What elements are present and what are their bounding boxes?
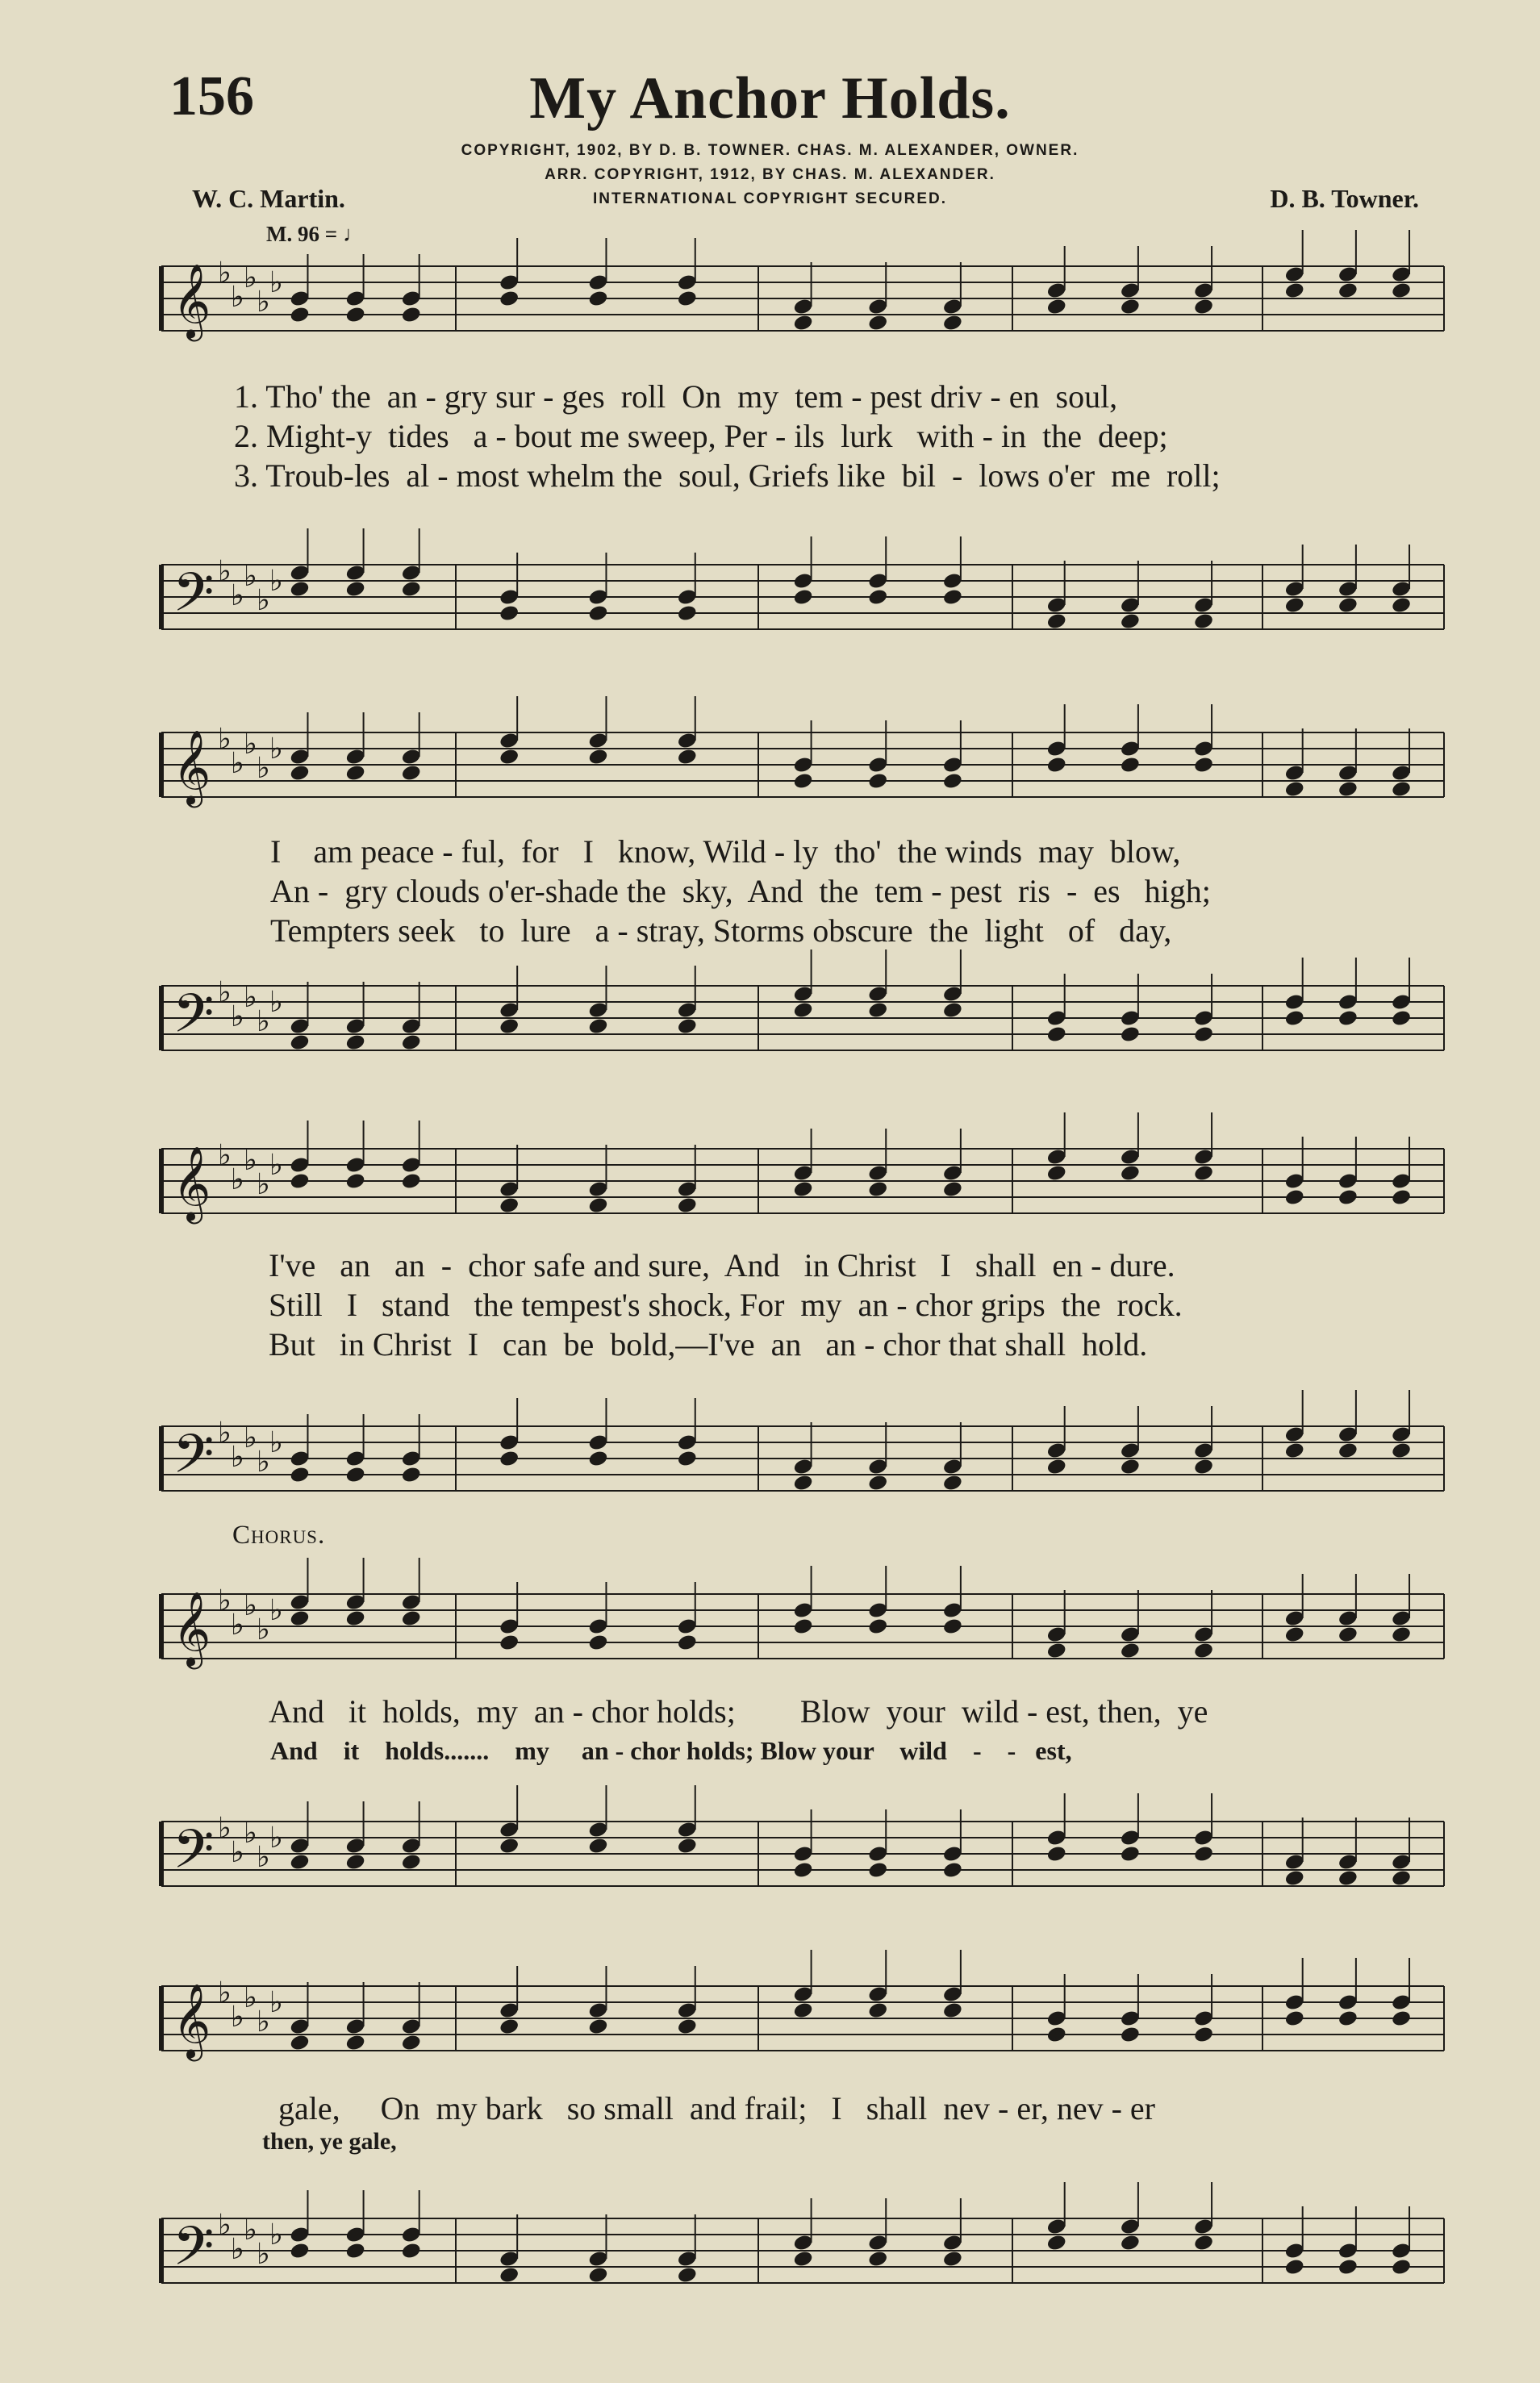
svg-text:𝄞: 𝄞 bbox=[173, 1591, 211, 1666]
verse-line: Still I stand the tempest's shock, For my an - chor grips the rock. bbox=[269, 1287, 1183, 1323]
svg-text:♭: ♭ bbox=[269, 1149, 283, 1182]
svg-text:♭: ♭ bbox=[257, 2238, 270, 2271]
svg-text:♭: ♭ bbox=[244, 728, 257, 761]
bass-staff bbox=[0, 1813, 1540, 1894]
svg-text:♭: ♭ bbox=[244, 2214, 257, 2247]
chorus-line: And it holds, my an - chor holds; Blow your wild - est, then, ye bbox=[269, 1693, 1208, 1730]
svg-text:♭: ♭ bbox=[257, 1613, 270, 1646]
svg-text:♭: ♭ bbox=[218, 976, 232, 1009]
verse-line: Tempters seek to lure a - stray, Storms obscure the light of day, bbox=[270, 912, 1172, 949]
svg-text:♭: ♭ bbox=[231, 1163, 244, 1196]
svg-text:♭: ♭ bbox=[269, 266, 283, 299]
svg-text:𝄢: 𝄢 bbox=[173, 561, 215, 636]
svg-text:𝄢: 𝄢 bbox=[173, 1423, 215, 1498]
treble-staff bbox=[0, 724, 1540, 805]
svg-text:𝄞: 𝄞 bbox=[173, 729, 211, 804]
svg-text:♭: ♭ bbox=[244, 1421, 257, 1454]
svg-text:𝄢: 𝄢 bbox=[173, 1818, 215, 1893]
copyright-line-2: ARR. COPYRIGHT, 1912, BY CHAS. M. ALEXANDER. bbox=[545, 166, 995, 183]
svg-text:♭: ♭ bbox=[218, 555, 232, 588]
svg-text:𝄞: 𝄞 bbox=[173, 1146, 211, 1221]
verse-line: I am peace - ful, for I know, Wild - ly tho' the winds may blow, bbox=[270, 833, 1181, 870]
svg-text:♭: ♭ bbox=[231, 1441, 244, 1474]
treble-staff bbox=[0, 258, 1540, 339]
svg-text:♭: ♭ bbox=[269, 1986, 283, 2019]
verse-line: I've an an - chor safe and sure, And in Christ I shall en - dure. bbox=[269, 1247, 1175, 1283]
svg-text:♭: ♭ bbox=[244, 1981, 257, 2014]
svg-text:♭: ♭ bbox=[257, 1005, 270, 1038]
svg-text:♭: ♭ bbox=[244, 981, 257, 1014]
verse-line: 1. Tho' the an - gry sur - ges roll On my tem - pest driv - en soul, bbox=[234, 378, 1118, 415]
svg-text:♭: ♭ bbox=[244, 560, 257, 593]
hymn-number: 156 bbox=[169, 65, 254, 127]
chorus-bass-echo: then, ye gale, bbox=[262, 2128, 397, 2155]
svg-text:♭: ♭ bbox=[269, 1594, 283, 1627]
treble-staff bbox=[0, 1978, 1540, 2059]
bass-staff bbox=[0, 557, 1540, 637]
svg-text:♭: ♭ bbox=[269, 986, 283, 1019]
music-author: D. B. Towner. bbox=[1270, 184, 1419, 213]
chorus-label: Chorus. bbox=[232, 1521, 326, 1550]
svg-text:♭: ♭ bbox=[218, 1139, 232, 1172]
svg-text:♭: ♭ bbox=[231, 281, 244, 314]
svg-text:♭: ♭ bbox=[218, 2209, 232, 2242]
svg-text:♭: ♭ bbox=[231, 747, 244, 780]
svg-text:♭: ♭ bbox=[257, 2005, 270, 2039]
svg-text:♭: ♭ bbox=[244, 1817, 257, 1850]
verse-line: 2. Might-y tides a - bout me sweep, Per - ils lurk with - in the deep; bbox=[234, 418, 1168, 454]
svg-text:♭: ♭ bbox=[218, 1976, 232, 2009]
hymn-title: My Anchor Holds. bbox=[529, 65, 1011, 131]
svg-text:♭: ♭ bbox=[218, 1417, 232, 1450]
chorus-line: gale, On my bark so small and frail; I shall nev - er, nev - er bbox=[278, 2090, 1155, 2126]
bass-staff bbox=[0, 2210, 1540, 2291]
svg-text:♭: ♭ bbox=[269, 732, 283, 766]
svg-text:♭: ♭ bbox=[269, 565, 283, 598]
chorus-bass-echo: And it holds....... my an - chor holds; Blow your wild - - est, bbox=[270, 1736, 1072, 1765]
verse-line: 3. Troub-les al - most whelm the soul, Griefs like bil - lows o'er me roll; bbox=[234, 457, 1221, 494]
svg-text:♭: ♭ bbox=[218, 1812, 232, 1845]
svg-text:♭: ♭ bbox=[269, 1426, 283, 1459]
treble-staff bbox=[0, 1586, 1540, 1667]
verse-line: An - gry clouds o'er-shade the sky, And the tem - pest ris - es high; bbox=[270, 873, 1211, 909]
svg-text:♭: ♭ bbox=[231, 1000, 244, 1033]
svg-text:♭: ♭ bbox=[269, 1822, 283, 1855]
verse-line: But in Christ I can be bold,—I've an an - chor that shall hold. bbox=[269, 1326, 1148, 1363]
svg-text:♭: ♭ bbox=[244, 1144, 257, 1177]
svg-text:♭: ♭ bbox=[244, 1589, 257, 1622]
svg-text:𝄞: 𝄞 bbox=[173, 263, 211, 338]
svg-text:♭: ♭ bbox=[231, 2233, 244, 2266]
svg-text:♭: ♭ bbox=[257, 1168, 270, 1201]
svg-text:♭: ♭ bbox=[218, 723, 232, 756]
svg-text:♭: ♭ bbox=[218, 1584, 232, 1617]
bass-staff bbox=[0, 978, 1540, 1058]
tempo-marking: M. 96 = ♩ bbox=[266, 222, 365, 246]
svg-text:♭: ♭ bbox=[257, 584, 270, 617]
svg-text:♭: ♭ bbox=[257, 286, 270, 319]
svg-text:♭: ♭ bbox=[231, 1836, 244, 1869]
words-author: W. C. Martin. bbox=[192, 184, 345, 213]
treble-staff bbox=[0, 1141, 1540, 1221]
svg-text:♭: ♭ bbox=[269, 2218, 283, 2252]
copyright-line-3: INTERNATIONAL COPYRIGHT SECURED. bbox=[592, 190, 948, 207]
svg-text:♭: ♭ bbox=[244, 261, 257, 294]
bass-staff bbox=[0, 1418, 1540, 1499]
svg-text:𝄞: 𝄞 bbox=[173, 1983, 211, 2058]
svg-text:♭: ♭ bbox=[257, 1841, 270, 1874]
svg-text:♭: ♭ bbox=[231, 2001, 244, 2034]
svg-text:♭: ♭ bbox=[257, 1446, 270, 1479]
svg-text:𝄢: 𝄢 bbox=[173, 2215, 215, 2290]
svg-text:♭: ♭ bbox=[231, 579, 244, 612]
svg-text:𝄢: 𝄢 bbox=[173, 983, 215, 1058]
svg-text:♭: ♭ bbox=[218, 257, 232, 290]
svg-text:♭: ♭ bbox=[257, 752, 270, 785]
copyright-line-1: COPYRIGHT, 1902, BY D. B. TOWNER. CHAS. M. ALEXANDER, OWNER. bbox=[461, 142, 1079, 159]
svg-text:♭: ♭ bbox=[231, 1609, 244, 1642]
